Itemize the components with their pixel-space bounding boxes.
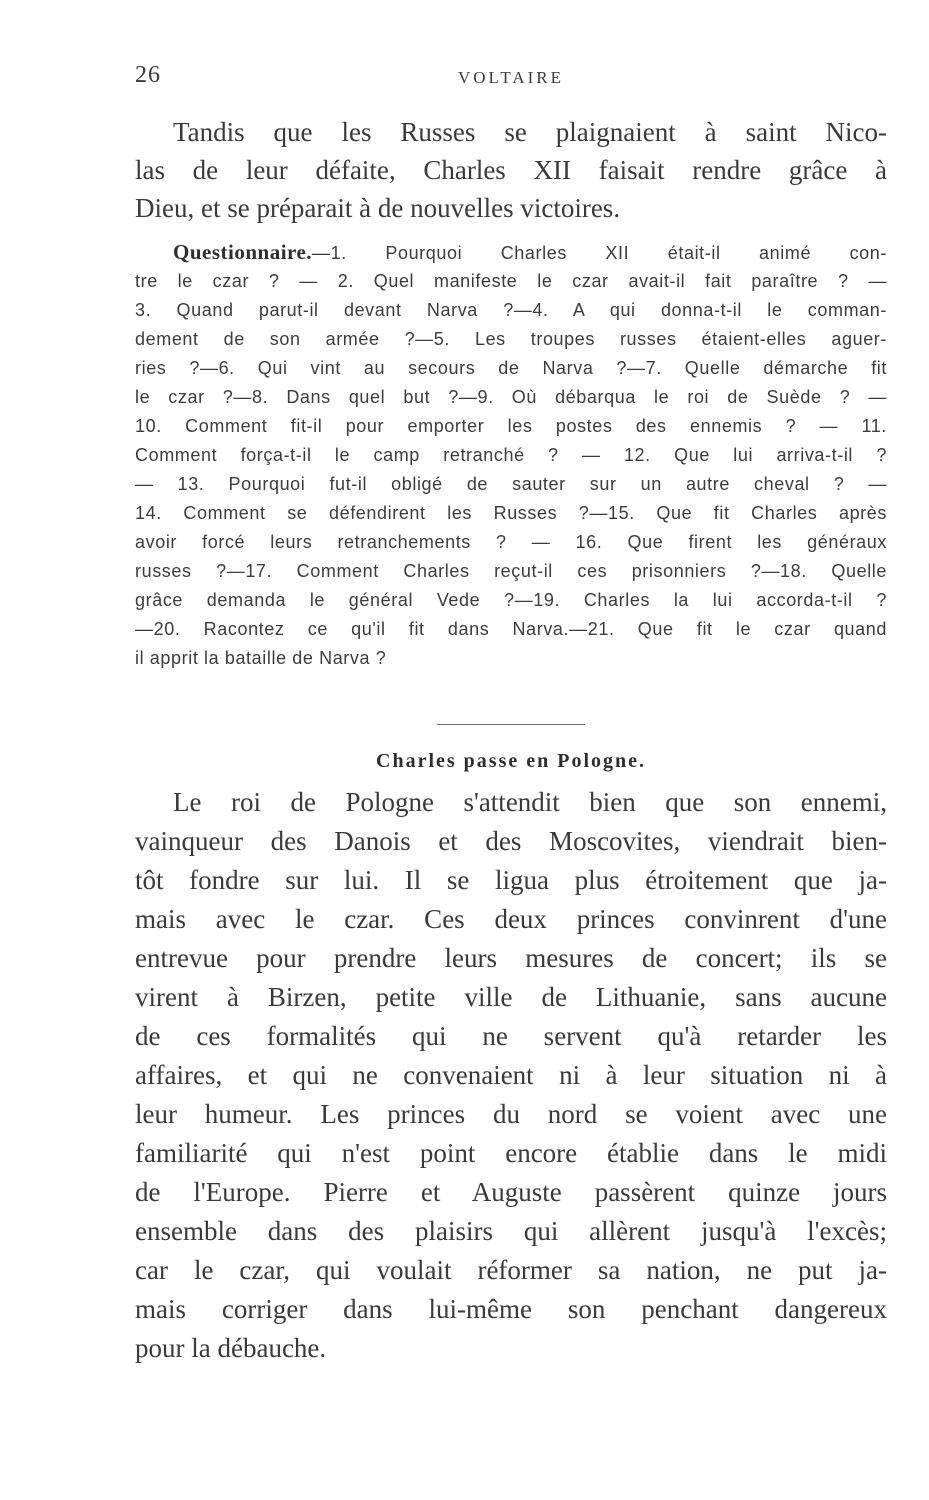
text-line: mais avec le czar. Ces deux princes convinrent d'une <box>135 904 887 934</box>
text-line: affaires, et qui ne convenaient ni à leur situation ni à <box>135 1060 887 1090</box>
text-line: pour la débauche. <box>135 1333 327 1363</box>
questionnaire-line: ries ?—6. Qui vint au secours de Narva ?—7. Quelle démarche fit <box>135 358 887 378</box>
questionnaire-line: grâce demanda le général Vede ?—19. Charles la lui accorda-t-il ? <box>135 590 887 610</box>
questionnaire-title: Questionnaire. <box>173 240 313 264</box>
text-line: de l'Europe. Pierre et Auguste passèrent quinze jours <box>135 1177 887 1207</box>
section-divider <box>437 724 585 725</box>
questionnaire-line: russes ?—17. Comment Charles reçut-il ces prisonniers ?—18. Quelle <box>135 561 887 581</box>
opening-paragraph <box>135 113 887 227</box>
text-line: las de leur défaite, Charles XII faisait rendre grâce à <box>135 155 887 185</box>
questionnaire-line: le czar ?—8. Dans quel but ?—9. Où débarqua le roi de Suède ? — <box>135 387 887 407</box>
text-line: tôt fondre sur lui. Il se ligua plus étroitement que ja- <box>135 865 887 895</box>
text-line: car le czar, qui voulait réformer sa nation, ne put ja- <box>135 1255 887 1285</box>
questionnaire-first-line <box>135 238 887 267</box>
questionnaire-line: — 13. Pourquoi fut-il obligé de sauter sur un autre cheval ? — <box>135 474 887 494</box>
questionnaire-line: avoir forcé leurs retranchements ? — 16. Que firent les généraux <box>135 532 887 552</box>
section-title: Charles passe en Pologne. <box>376 750 646 772</box>
text-line: de ces formalités qui ne servent qu'à retarder les <box>135 1021 887 1051</box>
running-title: VOLTAIRE <box>457 68 565 87</box>
questionnaire-line: dement de son armée ?—5. Les troupes russes étaient-elles aguer- <box>135 329 887 349</box>
section-paragraph <box>135 783 887 1368</box>
questionnaire-line: 10. Comment fit-il pour emporter les postes des ennemis ? — 11. <box>135 416 887 436</box>
text-line: leur humeur. Les princes du nord se voient avec une <box>135 1099 887 1129</box>
text-line: Tandis que les Russes se plaignaient à saint Nico- <box>173 117 887 147</box>
questionnaire-line: Comment força-t-il le camp retranché ? — 12. Que lui arriva-t-il ? <box>135 445 887 465</box>
questionnaire-line: 14. Comment se défendirent les Russes ?—15. Que fit Charles après <box>135 503 887 523</box>
text-line: mais corriger dans lui-même son penchant dangereux <box>135 1294 887 1324</box>
text-line: Le roi de Pologne s'attendit bien que son ennemi, <box>173 787 887 817</box>
text-line: entrevue pour prendre leurs mesures de concert; ils se <box>135 943 887 973</box>
questionnaire-line: il apprit la bataille de Narva ? <box>135 648 387 668</box>
text-line: familiarité qui n'est point encore établie dans le midi <box>135 1138 887 1168</box>
questionnaire <box>135 238 887 673</box>
questionnaire-first-line-text: —1. Pourquoi Charles XII était-il animé con- <box>312 243 887 263</box>
page-number: 26 <box>135 62 161 88</box>
text-line: vainqueur des Danois et des Moscovites, viendrait bien- <box>135 826 887 856</box>
questionnaire-line: tre le czar ? — 2. Quel manifeste le czar avait-il fait paraître ? — <box>135 271 887 291</box>
questionnaire-line: 3. Quand parut-il devant Narva ?—4. A qui donna-t-il le comman- <box>135 300 887 320</box>
page-header <box>135 62 887 92</box>
text-line: Dieu, et se préparait à de nouvelles victoires. <box>135 193 621 223</box>
text-line: ensemble dans des plaisirs qui allèrent jusqu'à l'excès; <box>135 1216 887 1246</box>
questionnaire-line: —20. Racontez ce qu'il fit dans Narva.—21. Que fit le czar quand <box>135 619 887 639</box>
text-line: virent à Birzen, petite ville de Lithuanie, sans aucune <box>135 982 887 1012</box>
